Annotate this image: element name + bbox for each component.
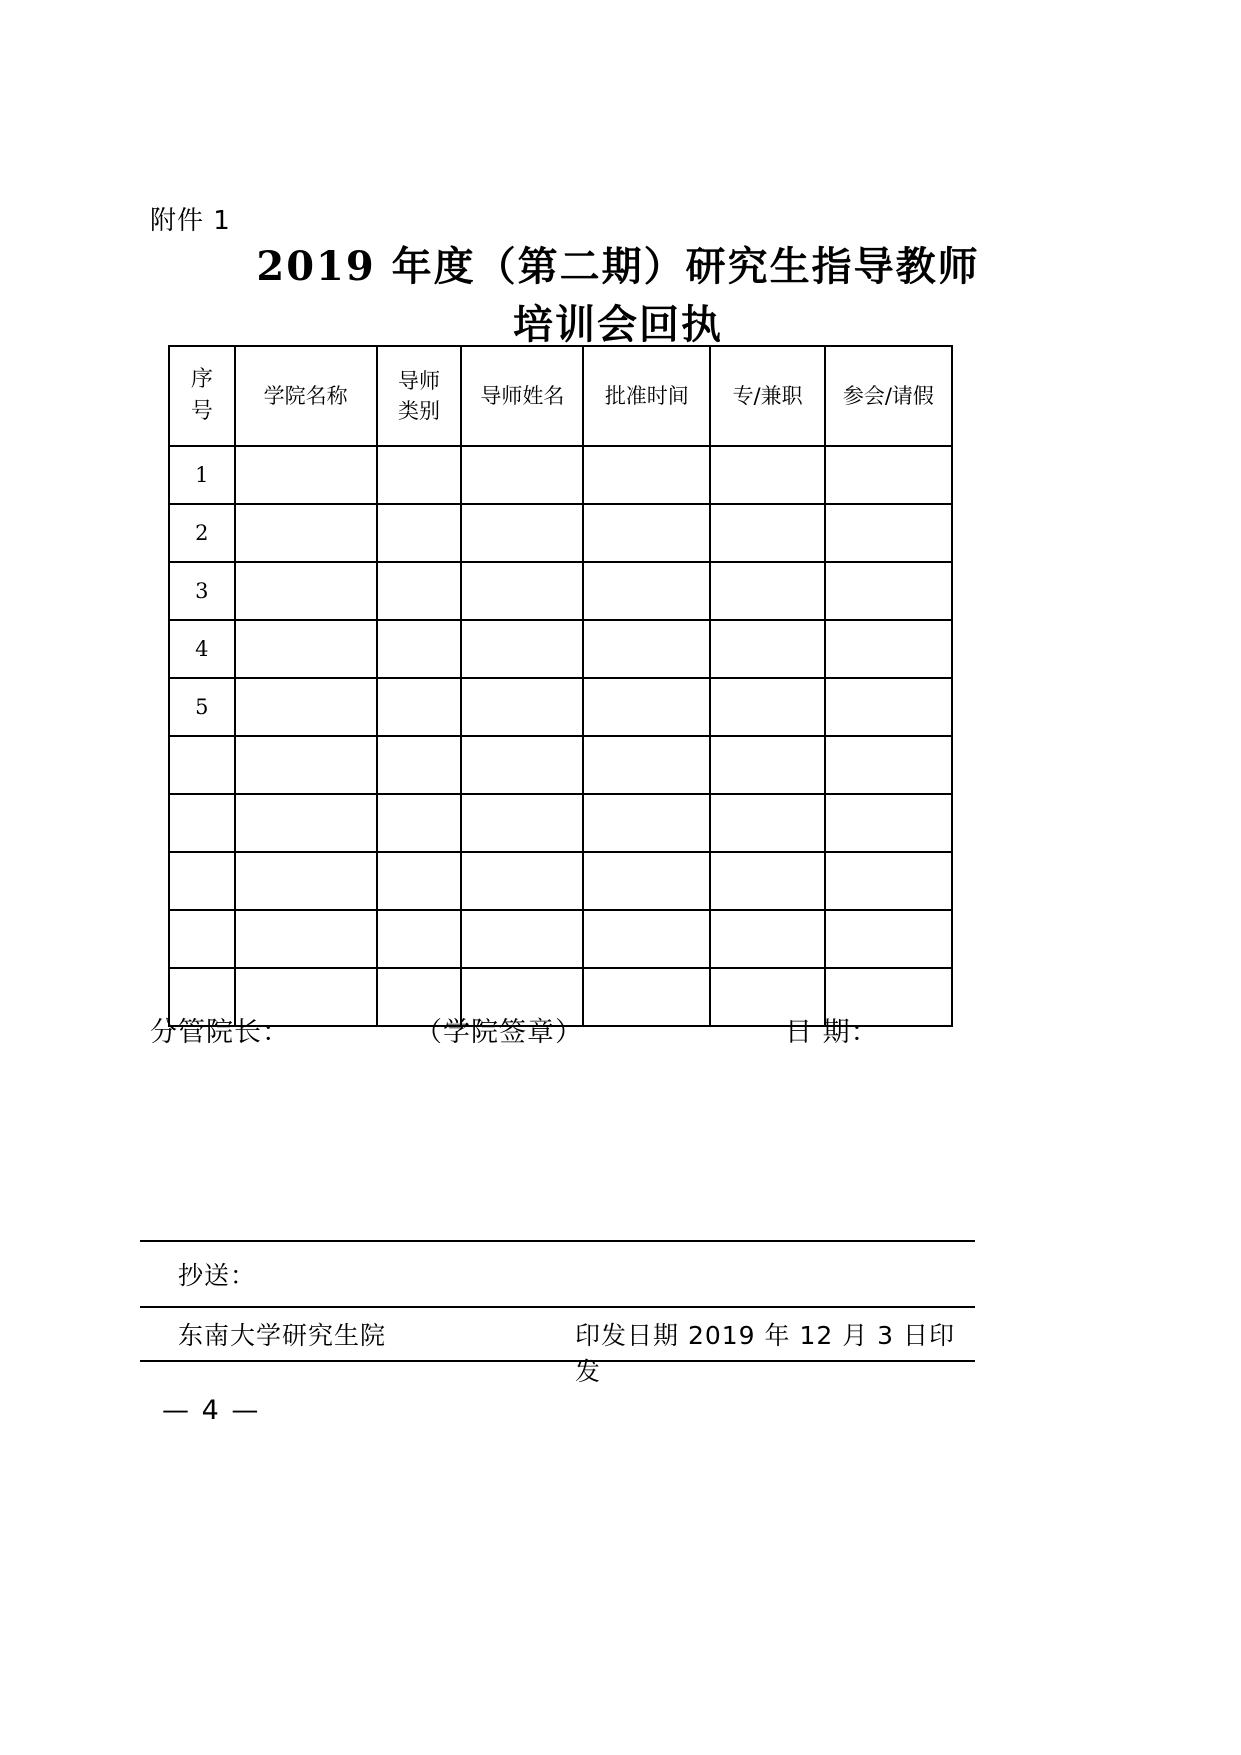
cell-seq — [169, 794, 235, 852]
cell-advisor-name[interactable] — [461, 620, 583, 678]
column-header-fulltime: 专/兼职 — [710, 346, 824, 446]
cell-attendance[interactable] — [825, 678, 952, 736]
cell-seq: 5 — [169, 678, 235, 736]
attachment-label: 附件 1 — [150, 206, 231, 236]
page-title — [168, 238, 1068, 354]
cell-seq: 4 — [169, 620, 235, 678]
cell-advisor-name[interactable] — [461, 678, 583, 736]
cell-advisor-type[interactable] — [377, 736, 462, 794]
document-footer — [140, 1240, 975, 1386]
cell-fulltime[interactable] — [710, 852, 824, 910]
signature-date-label: 日 期： — [785, 1017, 879, 1048]
cell-advisor-name[interactable] — [461, 794, 583, 852]
cell-attendance[interactable] — [825, 504, 952, 562]
cell-advisor-name[interactable] — [461, 504, 583, 562]
title-line-2: 培训会回执 — [513, 301, 723, 348]
cell-college[interactable] — [235, 794, 377, 852]
column-header-seq-line1: 序 — [190, 367, 213, 393]
cell-seq — [169, 910, 235, 968]
footer-issue-row — [140, 1308, 975, 1386]
cell-college[interactable] — [235, 446, 377, 504]
cell-advisor-name[interactable] — [461, 852, 583, 910]
cell-approval-time[interactable] — [583, 794, 710, 852]
cell-advisor-type[interactable] — [377, 794, 462, 852]
column-header-advisor-name: 导师姓名 — [461, 346, 583, 446]
cell-advisor-type[interactable] — [377, 678, 462, 736]
cell-approval-time[interactable] — [583, 736, 710, 794]
cell-attendance[interactable] — [825, 562, 952, 620]
table-row — [169, 504, 952, 562]
cell-advisor-type[interactable] — [377, 446, 462, 504]
cell-attendance[interactable] — [825, 446, 952, 504]
cell-fulltime[interactable] — [710, 736, 824, 794]
column-header-seq-line2: 号 — [190, 399, 213, 424]
cell-advisor-name[interactable] — [461, 446, 583, 504]
column-header-seq — [169, 346, 235, 446]
cell-attendance[interactable] — [825, 852, 952, 910]
column-header-attendance: 参会/请假 — [825, 346, 952, 446]
cell-approval-time[interactable] — [583, 968, 710, 1026]
signature-dean-label: 分管院长： — [150, 1017, 290, 1048]
cell-attendance[interactable] — [825, 910, 952, 968]
cell-approval-time[interactable] — [583, 562, 710, 620]
cell-attendance[interactable] — [825, 794, 952, 852]
cell-seq — [169, 852, 235, 910]
cell-college[interactable] — [235, 562, 377, 620]
cell-seq — [169, 736, 235, 794]
signature-seal-label: （学院签章） — [415, 1017, 583, 1048]
cell-approval-time[interactable] — [583, 504, 710, 562]
cell-college[interactable] — [235, 504, 377, 562]
table-row — [169, 446, 952, 504]
cell-advisor-name[interactable] — [461, 562, 583, 620]
cell-advisor-type[interactable] — [377, 852, 462, 910]
table-body — [169, 446, 952, 1026]
cell-fulltime[interactable] — [710, 620, 824, 678]
column-header-college: 学院名称 — [235, 346, 377, 446]
cell-advisor-type[interactable] — [377, 504, 462, 562]
cell-advisor-type[interactable] — [377, 620, 462, 678]
cell-advisor-name[interactable] — [461, 910, 583, 968]
page-number: — 4 — — [162, 1395, 261, 1426]
table-row — [169, 910, 952, 968]
cell-advisor-type[interactable] — [377, 910, 462, 968]
cell-fulltime[interactable] — [710, 446, 824, 504]
cell-college[interactable] — [235, 852, 377, 910]
table-row — [169, 736, 952, 794]
table-header-row — [169, 346, 952, 446]
footer-cc-label: 抄送： — [178, 1261, 257, 1290]
table-row — [169, 562, 952, 620]
cell-college[interactable] — [235, 620, 377, 678]
footer-issue-date: 印发日期 2019 年 12 月 3 日印发 — [575, 1321, 956, 1386]
cell-seq: 2 — [169, 504, 235, 562]
cell-approval-time[interactable] — [583, 620, 710, 678]
receipt-table — [168, 345, 953, 1027]
cell-fulltime[interactable] — [710, 562, 824, 620]
column-header-advisor-type-line1: 导师 — [398, 368, 441, 393]
cell-fulltime[interactable] — [710, 504, 824, 562]
cell-attendance[interactable] — [825, 736, 952, 794]
table-row — [169, 852, 952, 910]
cell-college[interactable] — [235, 910, 377, 968]
title-line-1: 2019 年度（第二期）研究生指导教师 — [256, 243, 980, 290]
cell-approval-time[interactable] — [583, 678, 710, 736]
column-header-advisor-type — [377, 346, 462, 446]
cell-fulltime[interactable] — [710, 910, 824, 968]
table-row — [169, 678, 952, 736]
footer-issuer: 东南大学研究生院 — [178, 1321, 387, 1350]
cell-approval-time[interactable] — [583, 852, 710, 910]
cell-advisor-type[interactable] — [377, 562, 462, 620]
table-row — [169, 620, 952, 678]
cell-seq: 3 — [169, 562, 235, 620]
cell-attendance[interactable] — [825, 620, 952, 678]
cell-college[interactable] — [235, 678, 377, 736]
cell-fulltime[interactable] — [710, 794, 824, 852]
cell-fulltime[interactable] — [710, 678, 824, 736]
cell-advisor-name[interactable] — [461, 736, 583, 794]
cell-approval-time[interactable] — [583, 910, 710, 968]
cell-seq: 1 — [169, 446, 235, 504]
table-row — [169, 794, 952, 852]
cell-college[interactable] — [235, 736, 377, 794]
column-header-approval-time: 批准时间 — [583, 346, 710, 446]
column-header-advisor-type-line2: 类别 — [398, 399, 441, 423]
cell-approval-time[interactable] — [583, 446, 710, 504]
